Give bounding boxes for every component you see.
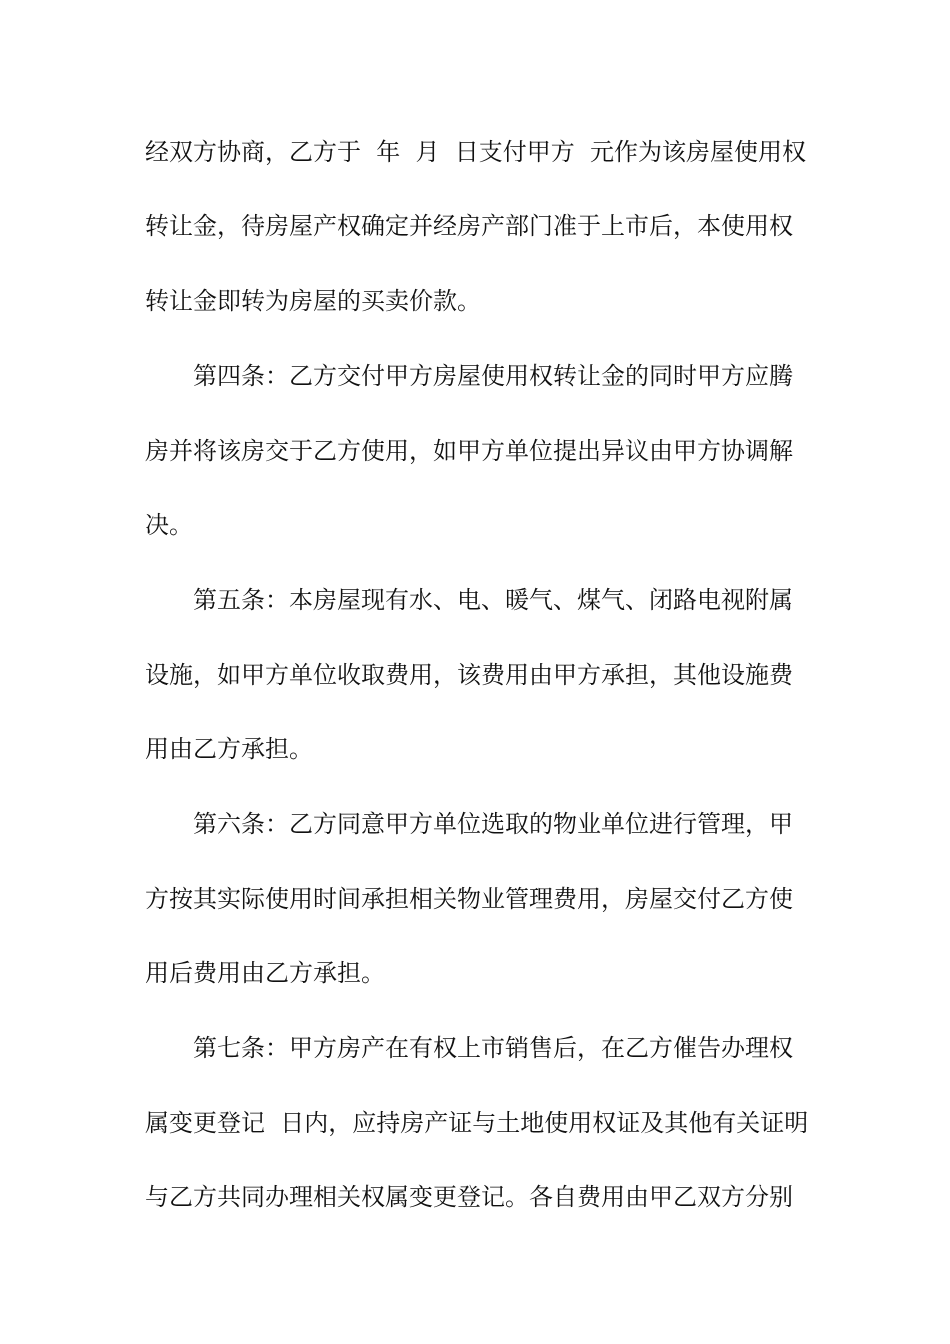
article-6-line: 第六条：乙方同意甲方单位选取的物业单位进行管理，甲 bbox=[193, 810, 793, 838]
paragraph-line: 转让金，待房屋产权确定并经房产部门准于上市后，本使用权 bbox=[145, 212, 793, 240]
article-5-line: 第五条：本房屋现有水、电、暖气、煤气、闭路电视附属 bbox=[193, 586, 793, 614]
paragraph-line: 用后费用由乙方承担。 bbox=[145, 959, 385, 987]
paragraph-line: 设施，如甲方单位收取费用，该费用由甲方承担，其他设施费 bbox=[145, 661, 793, 689]
article-7-line: 第七条：甲方房产在有权上市销售后，在乙方催告办理权 bbox=[193, 1034, 793, 1062]
paragraph-line: 经双方协商，乙方于 年 月 日支付甲方 元作为该房屋使用权 bbox=[145, 138, 807, 166]
article-4-line: 第四条：乙方交付甲方房屋使用权转让金的同时甲方应腾 bbox=[193, 362, 793, 390]
paragraph-line: 决。 bbox=[145, 511, 193, 539]
paragraph-line: 房并将该房交于乙方使用，如甲方单位提出异议由甲方协调解 bbox=[145, 437, 793, 465]
paragraph-line: 用由乙方承担。 bbox=[145, 735, 313, 763]
paragraph-line: 属变更登记 日内，应持房产证与土地使用权证及其他有关证明 bbox=[145, 1109, 809, 1137]
paragraph-line: 与乙方共同办理相关权属变更登记。各自费用由甲乙双方分别 bbox=[145, 1183, 793, 1211]
paragraph-line: 方按其实际使用时间承担相关物业管理费用，房屋交付乙方使 bbox=[145, 885, 793, 913]
paragraph-line: 转让金即转为房屋的买卖价款。 bbox=[145, 287, 481, 315]
